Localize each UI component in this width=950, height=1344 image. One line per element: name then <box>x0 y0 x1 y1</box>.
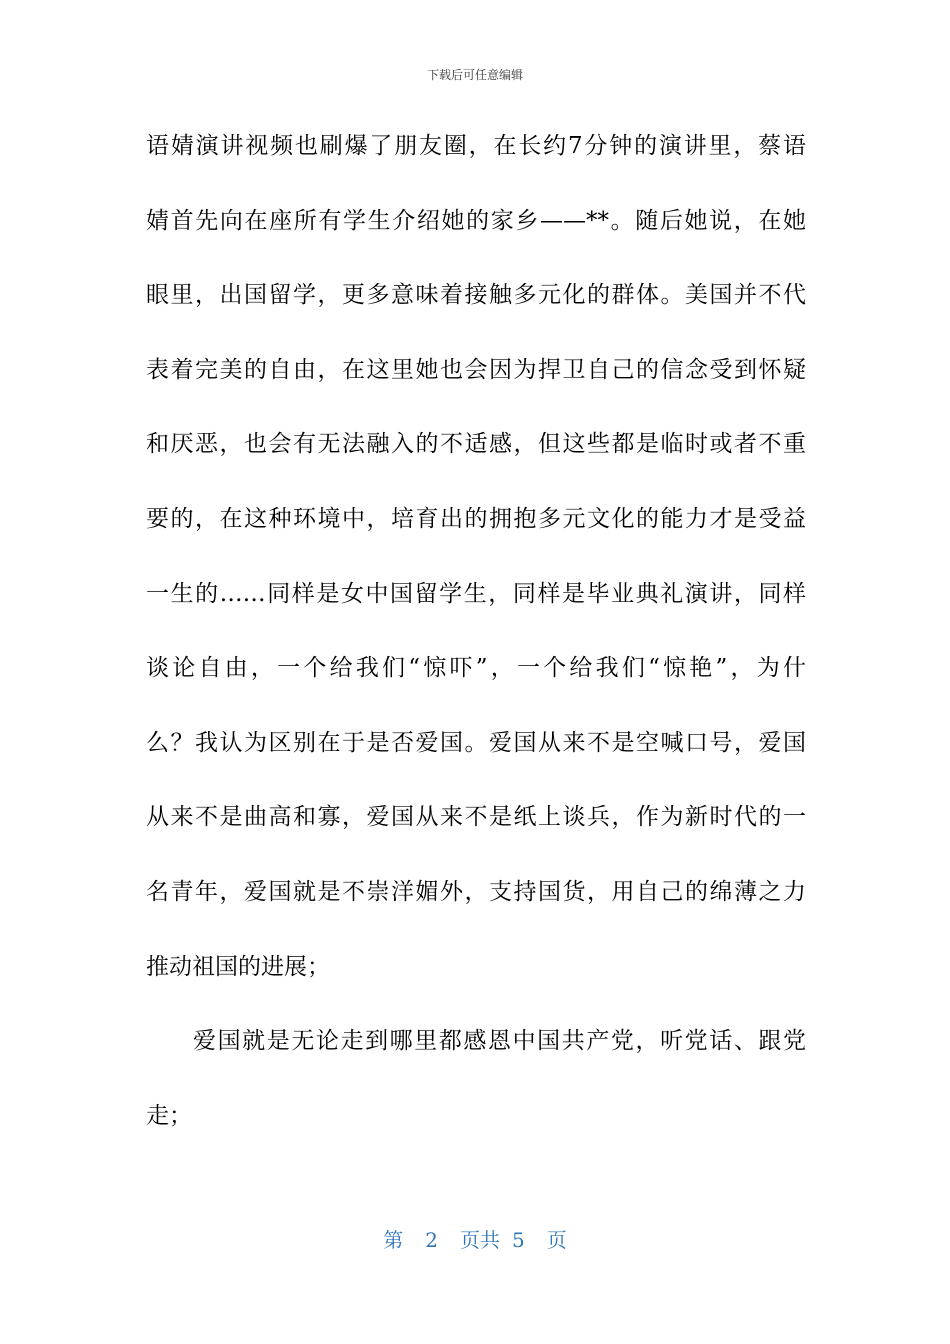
page-of-label: 页共 <box>460 1228 500 1252</box>
text-line: 和厌恶，也会有无法融入的不适感，但这些都是临时或者不重 <box>146 431 806 458</box>
header-note: 下载后可任意编辑 <box>426 68 523 82</box>
page-word: 第 <box>383 1228 404 1252</box>
text-line: 眼里，出国留学，更多意味着接触多元化的群体。美国并不代 <box>146 282 806 309</box>
text-line: 一生的……同样是女中国留学生，同样是毕业典礼演讲，同样 <box>146 580 806 607</box>
text-line: 表着完美的自由，在这里她也会因为捍卫自己的信念受到怀疑 <box>146 356 806 383</box>
current-page-number: 2 <box>425 1228 438 1252</box>
paragraph-first-line: 爱国就是无论走到哪里都感恩中国共产党，听党话、跟党 <box>193 1028 806 1055</box>
text-line: 从来不是曲高和寡，爱国从来不是纸上谈兵，作为新时代的一 <box>146 804 806 831</box>
text-line: 语婧演讲视频也刷爆了朋友圈，在长约7分钟的演讲里，蔡语 <box>146 133 806 159</box>
total-pages-number: 5 <box>512 1228 525 1252</box>
text-line: 要的，在这种环境中，培育出的拥抱多元文化的能力才是受益 <box>146 505 806 532</box>
text-line: 么？我认为区别在于是否爱国。爱国从来不是空喊口号，爱国 <box>146 729 806 756</box>
text-line: 推动祖国的进展； <box>146 953 330 980</box>
text-line: 名青年，爱国就是不崇洋媚外，支持国货，用自己的绵薄之力 <box>146 878 806 905</box>
text-line: 谈论自由，一个给我们“惊吓”，一个给我们“惊艳”，为什 <box>146 655 806 682</box>
text-line: 婧首先向在座所有学生介绍她的家乡——**。随后她说，在她 <box>146 207 806 234</box>
document-body <box>146 126 806 1170</box>
page-end-word: 页 <box>546 1228 567 1252</box>
text-line: 走； <box>146 1102 192 1129</box>
page-number-footer <box>0 1224 950 1253</box>
